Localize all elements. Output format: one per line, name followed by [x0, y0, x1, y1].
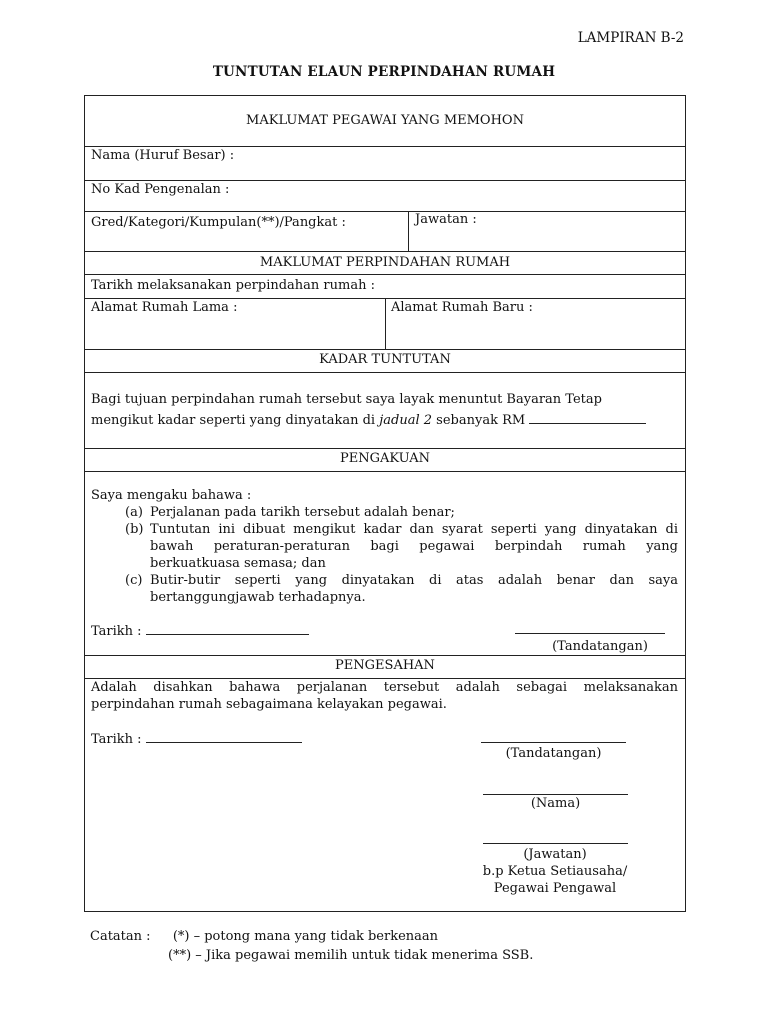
- field-pengesahan-tarikh[interactable]: [146, 730, 302, 743]
- catatan-row-2: [90, 946, 533, 965]
- section-heading-pengakuan: PENGAKUAN: [340, 451, 430, 466]
- catatan-note-2: (**) – Jika pegawai memilih untuk tidak menerima SSB.: [168, 948, 534, 963]
- pengesahan-jawatan-line[interactable]: [483, 831, 628, 844]
- form-table: [84, 95, 686, 912]
- field-alamat-rumah-baru[interactable]: Alamat Rumah Baru :: [391, 300, 533, 315]
- pengesahan-text-line1: Adalah disahkan bahawa perjalanan tersebut adalah sebagai melaksanakan: [91, 680, 678, 695]
- pengesahan-nama-line[interactable]: [483, 782, 628, 795]
- pengakuan-item-b-line2: bawah peraturan-peraturan bagi pegawai berpindah rumah yang: [150, 539, 678, 554]
- section-heading-maklumat-pegawai: MAKLUMAT PEGAWAI YANG MEMOHON: [246, 113, 524, 128]
- kadar-text-line2: [91, 411, 646, 428]
- field-gred[interactable]: Gred/Kategori/Kumpulan(**)/Pangkat :: [91, 215, 346, 230]
- field-pengakuan-tarikh[interactable]: [146, 622, 309, 635]
- pengakuan-item-a-line1: Perjalanan pada tarikh tersebut adalah benar;: [150, 505, 455, 520]
- pengakuan-item-b-line1: Tuntutan ini dibuat mengikut kadar dan syarat seperti yang dinyatakan di: [150, 522, 678, 537]
- field-rm-amount[interactable]: [529, 411, 646, 424]
- catatan-row-1: [90, 927, 533, 946]
- section-heading-maklumat-perpindahan: MAKLUMAT PERPINDAHAN RUMAH: [259, 255, 511, 270]
- pengesahan-tarikh: [91, 730, 302, 747]
- field-no-kad-pengenalan[interactable]: No Kad Pengenalan :: [91, 182, 230, 197]
- field-alamat-rumah-lama[interactable]: Alamat Rumah Lama :: [91, 300, 238, 315]
- pengakuan-item-b-line3: berkuatkuasa semasa; dan: [150, 556, 326, 571]
- field-nama[interactable]: Nama (Huruf Besar) :: [91, 148, 235, 163]
- kadar-text-post: sebanyak RM: [436, 413, 526, 428]
- pengesahan-signature-line[interactable]: [481, 730, 626, 743]
- pengakuan-marker-b: (b): [125, 522, 144, 537]
- pengakuan-item-c-line2: bertanggungjawab terhadapnya.: [150, 590, 366, 605]
- pengakuan-marker-a: (a): [125, 505, 143, 520]
- field-jawatan[interactable]: Jawatan :: [415, 212, 477, 227]
- kadar-text-jadual: jadual 2: [379, 413, 433, 428]
- kadar-text-pre: mengikut kadar seperti yang dinyatakan di: [91, 413, 376, 428]
- form-title: TUNTUTAN ELAUN PERPINDAHAN RUMAH: [212, 64, 556, 80]
- section-heading-kadar-tuntutan: KADAR TUNTUTAN: [319, 352, 451, 367]
- pengesahan-bp-line2: Pegawai Pengawal: [493, 881, 617, 896]
- kadar-text-line1: Bagi tujuan perpindahan rumah tersebut saya layak menuntut Bayaran Tetap: [91, 392, 602, 407]
- pengesahan-tarikh-label: Tarikh :: [91, 732, 142, 747]
- pengakuan-tarikh-label: Tarikh :: [91, 624, 142, 639]
- pengesahan-text-line2: perpindahan rumah sebagaimana kelayakan pegawai.: [91, 697, 447, 712]
- pengakuan-tarikh: [91, 622, 309, 639]
- catatan-label: Catatan :: [90, 929, 151, 944]
- catatan-note-1: (*) – potong mana yang tidak berkenaan: [172, 929, 439, 944]
- pengakuan-intro: Saya mengaku bahawa :: [91, 488, 252, 503]
- section-heading-pengesahan: PENGESAHAN: [335, 658, 435, 673]
- pengesahan-tandatangan-label: (Tandatangan): [505, 746, 602, 761]
- pengakuan-signature-line[interactable]: [515, 621, 665, 634]
- pengakuan-marker-c: (c): [125, 573, 143, 588]
- pengesahan-nama-label: (Nama): [530, 796, 581, 811]
- pengesahan-jawatan-label: (Jawatan): [523, 847, 587, 862]
- field-tarikh-perpindahan[interactable]: Tarikh melaksanakan perpindahan rumah :: [91, 278, 375, 293]
- pengakuan-tandatangan-label: (Tandatangan): [552, 639, 648, 654]
- pengakuan-item-c-line1: Butir-butir seperti yang dinyatakan di atas adalah benar dan saya: [150, 573, 678, 588]
- catatan-notes: [90, 927, 533, 965]
- lampiran-label: LAMPIRAN B-2: [577, 30, 684, 46]
- pengesahan-bp-line1: b.p Ketua Setiausaha/: [482, 864, 628, 879]
